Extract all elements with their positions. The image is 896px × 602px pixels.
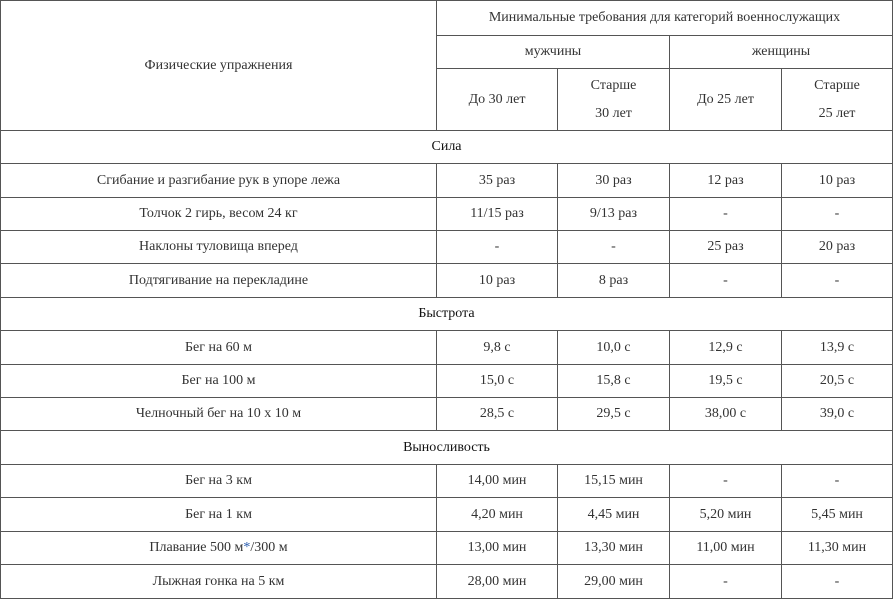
value-cell: 12,9 с	[670, 331, 782, 365]
women-under-25-header: До 25 лет	[670, 69, 782, 131]
exercise-name-part: /300 м	[250, 540, 288, 555]
men-over-30-line1: Старше	[590, 77, 637, 93]
section-title: Быстрота	[1, 298, 893, 331]
value-cell: -	[782, 264, 893, 298]
men-under-30-header: До 30 лет	[437, 69, 558, 131]
value-cell: 13,30 мин	[558, 532, 670, 565]
exercise-name: Бег на 3 км	[1, 465, 437, 498]
value-cell: 11,00 мин	[670, 532, 782, 565]
value-cell: 8 раз	[558, 264, 670, 298]
requirements-header: Минимальные требования для категорий военнослужащих	[437, 1, 893, 36]
value-cell: 10 раз	[782, 164, 893, 198]
exercise-name: Бег на 1 км	[1, 498, 437, 532]
section-row-speed	[1, 298, 893, 331]
value-cell: 39,0 с	[782, 398, 893, 431]
value-cell: 19,5 с	[670, 365, 782, 398]
section-title: Сила	[1, 131, 893, 164]
exercise-name: Челночный бег на 10 х 10 м	[1, 398, 437, 431]
table-row	[1, 365, 893, 398]
value-cell: 29,00 мин	[558, 565, 670, 599]
men-over-30-header	[558, 69, 670, 131]
exercise-name	[1, 532, 437, 565]
table-row	[1, 465, 893, 498]
value-cell: -	[782, 198, 893, 231]
table-row	[1, 231, 893, 264]
table-row	[1, 198, 893, 231]
value-cell: 28,5 с	[437, 398, 558, 431]
table-row	[1, 264, 893, 298]
value-cell: 4,20 мин	[437, 498, 558, 532]
value-cell: 13,00 мин	[437, 532, 558, 565]
header-row-1	[1, 1, 893, 36]
value-cell: -	[437, 231, 558, 264]
value-cell: 10 раз	[437, 264, 558, 298]
footnote-star[interactable]: *	[243, 540, 251, 555]
value-cell: 10,0 с	[558, 331, 670, 365]
value-cell: 29,5 с	[558, 398, 670, 431]
value-cell: 13,9 с	[782, 331, 893, 365]
exercise-name: Сгибание и разгибание рук в упоре лежа	[1, 164, 437, 198]
value-cell: -	[782, 565, 893, 599]
section-row-endurance	[1, 431, 893, 465]
women-over-25-header	[782, 69, 893, 131]
table-row	[1, 398, 893, 431]
value-cell: 28,00 мин	[437, 565, 558, 599]
value-cell: 9/13 раз	[558, 198, 670, 231]
value-cell: -	[670, 264, 782, 298]
value-cell: -	[782, 465, 893, 498]
value-cell: 9,8 с	[437, 331, 558, 365]
table-row	[1, 532, 893, 565]
men-over-30-line2: 30 лет	[595, 105, 632, 121]
section-row-strength	[1, 131, 893, 164]
exercise-name: Толчок 2 гирь, весом 24 кг	[1, 198, 437, 231]
value-cell: 12 раз	[670, 164, 782, 198]
value-cell: -	[670, 565, 782, 599]
women-over-25-line1: Старше	[814, 77, 860, 93]
table-row	[1, 498, 893, 532]
value-cell: 38,00 с	[670, 398, 782, 431]
exercise-name: Бег на 60 м	[1, 331, 437, 365]
value-cell: -	[558, 231, 670, 264]
value-cell: 35 раз	[437, 164, 558, 198]
value-cell: -	[670, 465, 782, 498]
value-cell: 15,15 мин	[558, 465, 670, 498]
value-cell: 30 раз	[558, 164, 670, 198]
exercise-column-header: Физические упражнения	[1, 1, 437, 131]
value-cell: 20 раз	[782, 231, 893, 264]
value-cell: 15,8 с	[558, 365, 670, 398]
table-row	[1, 565, 893, 599]
exercise-name: Лыжная гонка на 5 км	[1, 565, 437, 599]
exercise-name: Бег на 100 м	[1, 365, 437, 398]
exercise-name-part: Плавание 500 м	[149, 540, 244, 555]
women-over-25-line2: 25 лет	[818, 105, 856, 121]
value-cell: 5,45 мин	[782, 498, 893, 532]
value-cell: 14,00 мин	[437, 465, 558, 498]
exercise-name: Подтягивание на перекладине	[1, 264, 437, 298]
value-cell: 20,5 с	[782, 365, 893, 398]
value-cell: 4,45 мин	[558, 498, 670, 532]
value-cell: -	[670, 198, 782, 231]
section-title: Выносливость	[1, 431, 893, 465]
value-cell: 5,20 мин	[670, 498, 782, 532]
women-header: женщины	[670, 36, 893, 69]
value-cell: 25 раз	[670, 231, 782, 264]
exercise-name: Наклоны туловища вперед	[1, 231, 437, 264]
value-cell: 15,0 с	[437, 365, 558, 398]
table-row	[1, 331, 893, 365]
men-header: мужчины	[437, 36, 670, 69]
value-cell: 11/15 раз	[437, 198, 558, 231]
value-cell: 11,30 мин	[782, 532, 893, 565]
table-row	[1, 164, 893, 198]
